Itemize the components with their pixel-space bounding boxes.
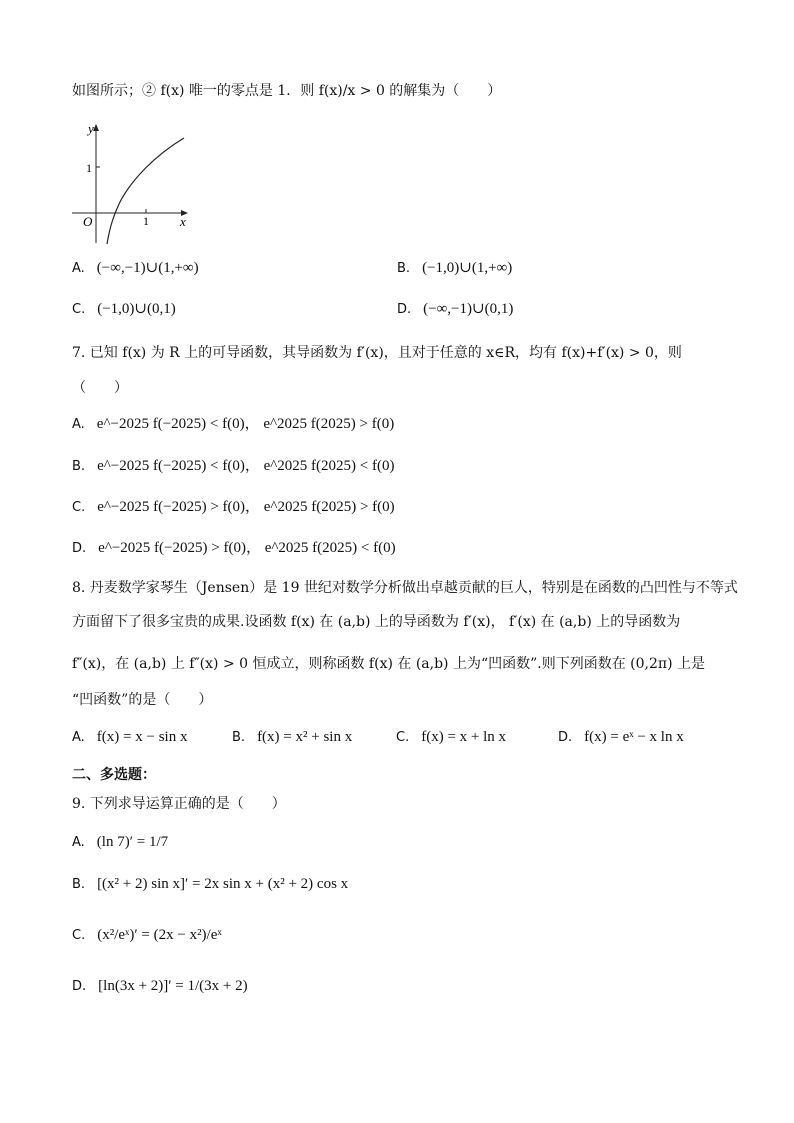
q7-option-b[interactable]: B. e^−2025 f(−2025) < f(0)， e^2025 f(2025) < f(0) xyxy=(72,458,395,474)
q8-line3: f″(x)，在 (a,b) 上 f″(x) > 0 恒成立，则称函数 f(x) 在 (a,b) 上为“凹函数”.则下列函数在 (0,2π) 上是 xyxy=(72,656,706,672)
origin-label: O xyxy=(83,214,93,229)
q9-option-a[interactable]: A. (ln 7)′ = 1/7 xyxy=(72,834,169,850)
q8-option-a[interactable]: A. f(x) = x − sin x xyxy=(72,729,188,745)
q8-option-b[interactable]: B. f(x) = x² + sin x xyxy=(232,729,353,745)
q6-stem: 如图所示；② f(x) 唯一的零点是 1．则 f(x)/x > 0 的解集为（ ） xyxy=(72,83,502,99)
q8-line4: “凹函数”的是（ ） xyxy=(72,692,213,708)
q6-option-a[interactable]: A. (−∞,−1)∪(1,+∞) xyxy=(72,260,199,276)
q6-option-b[interactable]: B. (−1,0)∪(1,+∞) xyxy=(397,260,513,276)
y-tick-label: 1 xyxy=(86,161,92,175)
q7-option-a[interactable]: A. e^−2025 f(−2025) < f(0)， e^2025 f(2025) > f(0) xyxy=(72,416,395,432)
section-title: 二、多选题： xyxy=(72,767,156,783)
y-axis-arrow xyxy=(93,124,99,131)
function-graph xyxy=(66,118,196,248)
q8-option-c[interactable]: C. f(x) = x + ln x xyxy=(396,729,507,745)
q9-option-d[interactable]: D. [ln(3x + 2)]′ = 1/(3x + 2) xyxy=(72,978,248,994)
q8-line2: 方面留下了很多宝贵的成果.设函数 f(x) 在 (a,b) 上的导函数为 f′(x)， f′(x) 在 (a,b) 上的导函数为 xyxy=(72,614,681,630)
q6-option-c[interactable]: C. (−1,0)∪(0,1) xyxy=(72,301,176,317)
q6-option-d[interactable]: D. (−∞,−1)∪(0,1) xyxy=(397,301,514,317)
q8-option-d[interactable]: D. f(x) = eˣ − x ln x xyxy=(558,729,684,745)
x-tick-label: 1 xyxy=(143,214,149,228)
y-axis-label: y xyxy=(88,121,94,136)
q9-option-b[interactable]: B. [(x² + 2) sin x]′ = 2x sin x + (x² + 2) cos x xyxy=(72,876,349,892)
q7-option-d[interactable]: D. e^−2025 f(−2025) > f(0)， e^2025 f(2025) < f(0) xyxy=(72,540,396,556)
q7-stem-line2: （ ） xyxy=(72,380,128,396)
q7-stem-line1: 7. 已知 f(x) 为 R 上的可导函数，其导函数为 f′(x)，且对于任意的 x∈R，均有 f(x)+f′(x) > 0，则 xyxy=(72,345,682,361)
x-axis-label: x xyxy=(180,214,186,229)
function-curve xyxy=(107,138,184,244)
q9-stem: 9. 下列求导运算正确的是（ ） xyxy=(72,796,286,812)
q7-option-c[interactable]: C. e^−2025 f(−2025) > f(0)， e^2025 f(2025) > f(0) xyxy=(72,499,395,515)
q8-line1: 8. 丹麦数学家琴生（Jensen）是 19 世纪对数学分析做出卓越贡献的巨人，特别是在函数的凸凹性与不等式 xyxy=(72,580,738,596)
q9-option-c[interactable]: C. (x²/eˣ)′ = (2x − x²)/eˣ xyxy=(72,927,222,943)
